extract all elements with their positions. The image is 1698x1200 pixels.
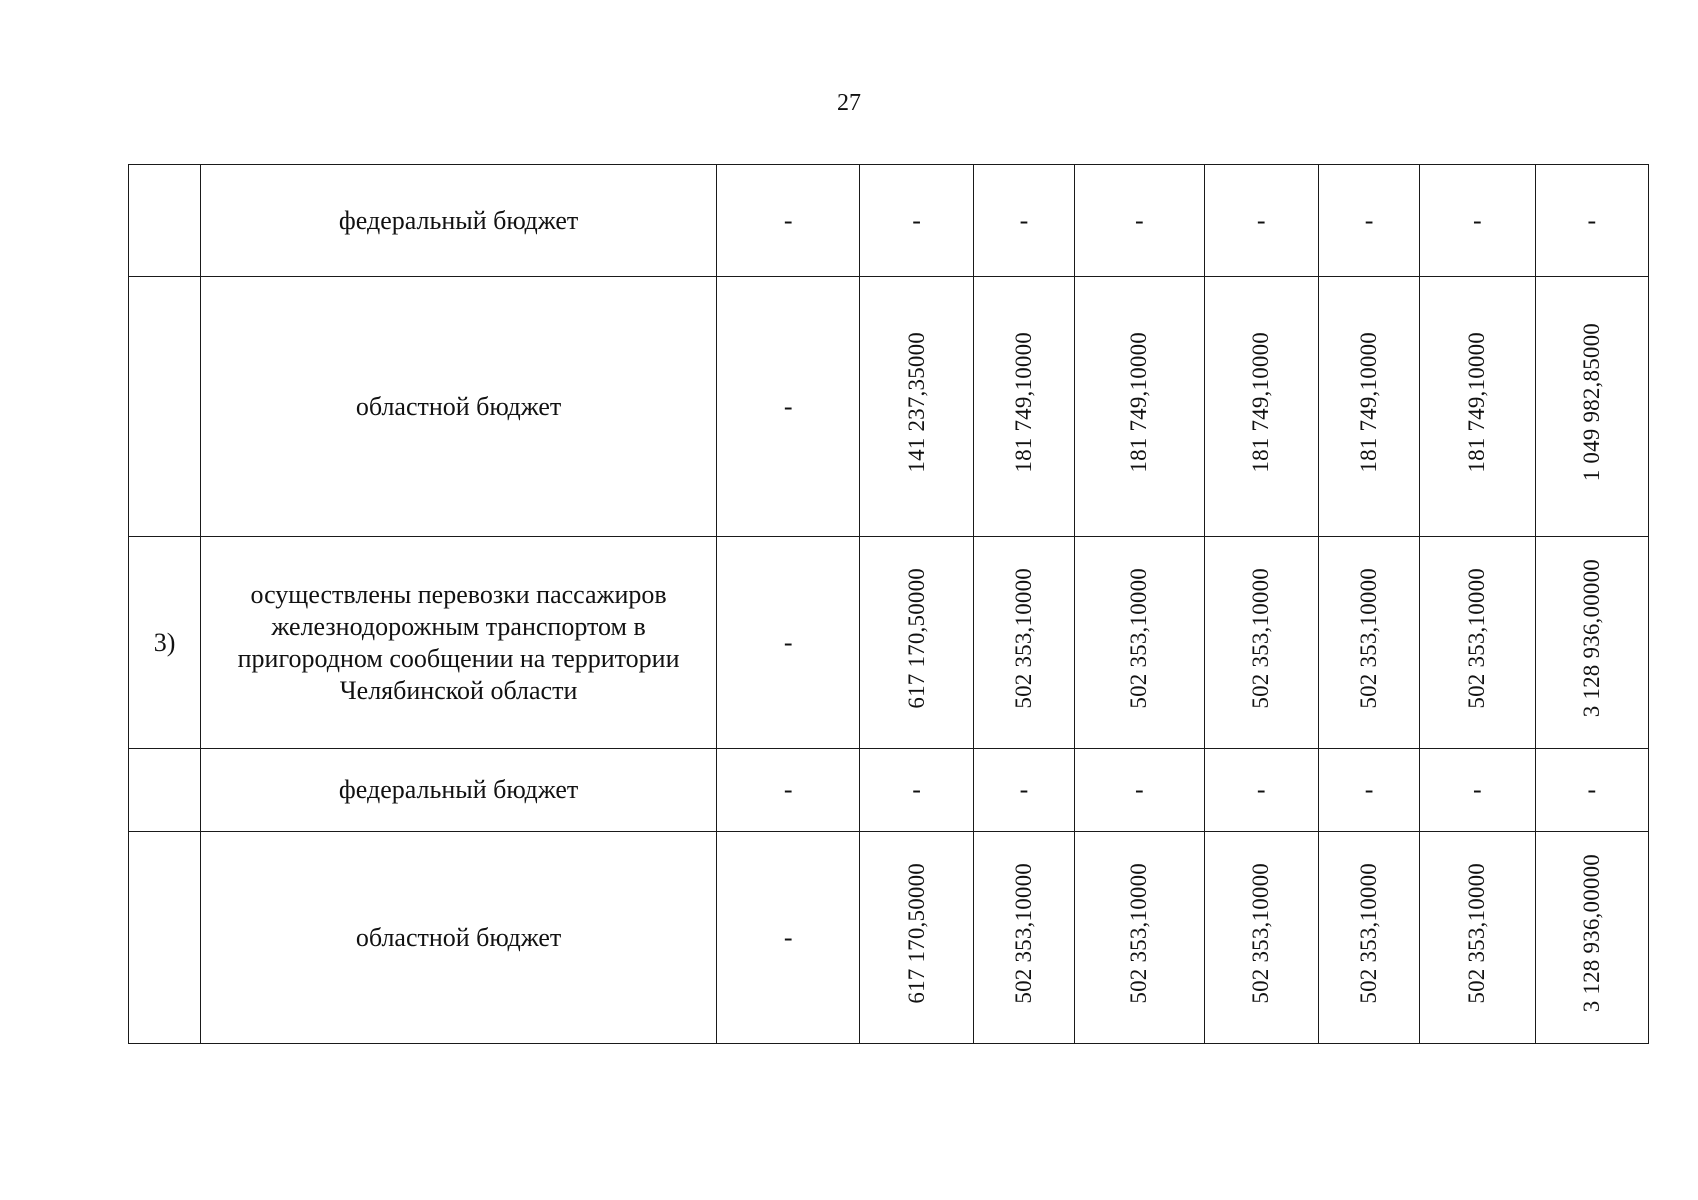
value-cell (1535, 277, 1648, 537)
value-text: 141 237,35000 (903, 332, 929, 473)
value-cell (1075, 537, 1204, 749)
value-text: 181 749,10000 (1356, 332, 1382, 473)
value-cell (1318, 277, 1419, 537)
value-text: 502 353,10000 (1464, 568, 1490, 709)
table-row (129, 537, 1649, 749)
value-cell: - (1535, 165, 1648, 277)
value-text: 502 353,10000 (1356, 863, 1382, 1004)
value-cell: - (1318, 165, 1419, 277)
value-cell: - (860, 749, 973, 832)
row-label-cell: осуществлены перевозки пассажиров железнодорожным транспортом в пригородном сообщении на территории Челябинской области (201, 537, 717, 749)
row-label-cell: федеральный бюджет (201, 165, 717, 277)
value-cell: - (1075, 749, 1204, 832)
value-cell (1075, 277, 1204, 537)
value-text: 502 353,10000 (1464, 863, 1490, 1004)
value-cell (860, 537, 973, 749)
row-number-cell (129, 749, 201, 832)
budget-table (128, 164, 1649, 1044)
table-row (129, 277, 1649, 537)
value-cell (860, 832, 973, 1044)
value-cell: - (1204, 165, 1318, 277)
value-text: 3 128 936,00000 (1578, 854, 1604, 1013)
value-cell: - (716, 832, 859, 1044)
row-label-cell: областной бюджет (201, 832, 717, 1044)
value-cell: - (860, 165, 973, 277)
value-text: 502 353,10000 (1010, 568, 1036, 709)
value-text: 1 049 982,85000 (1578, 323, 1604, 482)
value-cell: - (1318, 749, 1419, 832)
value-cell (1204, 832, 1318, 1044)
value-cell (1204, 537, 1318, 749)
value-cell (973, 537, 1074, 749)
value-cell (1535, 832, 1648, 1044)
value-cell (860, 277, 973, 537)
table-row (129, 165, 1649, 277)
value-text: 502 353,10000 (1248, 863, 1274, 1004)
value-cell (1420, 832, 1535, 1044)
value-text: 502 353,10000 (1010, 863, 1036, 1004)
value-cell: - (1204, 749, 1318, 832)
value-text: 181 749,10000 (1248, 332, 1274, 473)
value-text: 502 353,10000 (1126, 863, 1152, 1004)
row-number-cell (129, 832, 201, 1044)
row-label-cell: федеральный бюджет (201, 749, 717, 832)
value-cell (1204, 277, 1318, 537)
value-cell: - (716, 165, 859, 277)
row-label-cell: областной бюджет (201, 277, 717, 537)
value-cell: - (716, 749, 859, 832)
page-number: 27 (837, 90, 861, 116)
value-text: 502 353,10000 (1248, 568, 1274, 709)
value-cell (1420, 277, 1535, 537)
value-cell (1318, 832, 1419, 1044)
value-cell: - (716, 277, 859, 537)
value-text: 181 749,10000 (1010, 332, 1036, 473)
row-number-cell (129, 165, 201, 277)
value-cell: - (973, 749, 1074, 832)
value-text: 617 170,50000 (903, 568, 929, 709)
value-cell: - (716, 537, 859, 749)
table-row (129, 832, 1649, 1044)
row-number-cell: 3) (129, 537, 201, 749)
value-cell: - (1075, 165, 1204, 277)
value-text: 617 170,50000 (903, 863, 929, 1004)
row-number-cell (129, 277, 201, 537)
value-text: 3 128 936,00000 (1578, 559, 1604, 718)
value-cell: - (973, 165, 1074, 277)
value-cell (1318, 537, 1419, 749)
value-cell (973, 277, 1074, 537)
value-text: 181 749,10000 (1126, 332, 1152, 473)
value-cell (1420, 537, 1535, 749)
value-cell: - (1420, 165, 1535, 277)
value-text: 502 353,10000 (1356, 568, 1382, 709)
value-cell: - (1535, 749, 1648, 832)
value-text: 181 749,10000 (1464, 332, 1490, 473)
table-row (129, 749, 1649, 832)
value-cell: - (1420, 749, 1535, 832)
value-cell (1535, 537, 1648, 749)
value-cell (1075, 832, 1204, 1044)
value-cell (973, 832, 1074, 1044)
value-text: 502 353,10000 (1126, 568, 1152, 709)
